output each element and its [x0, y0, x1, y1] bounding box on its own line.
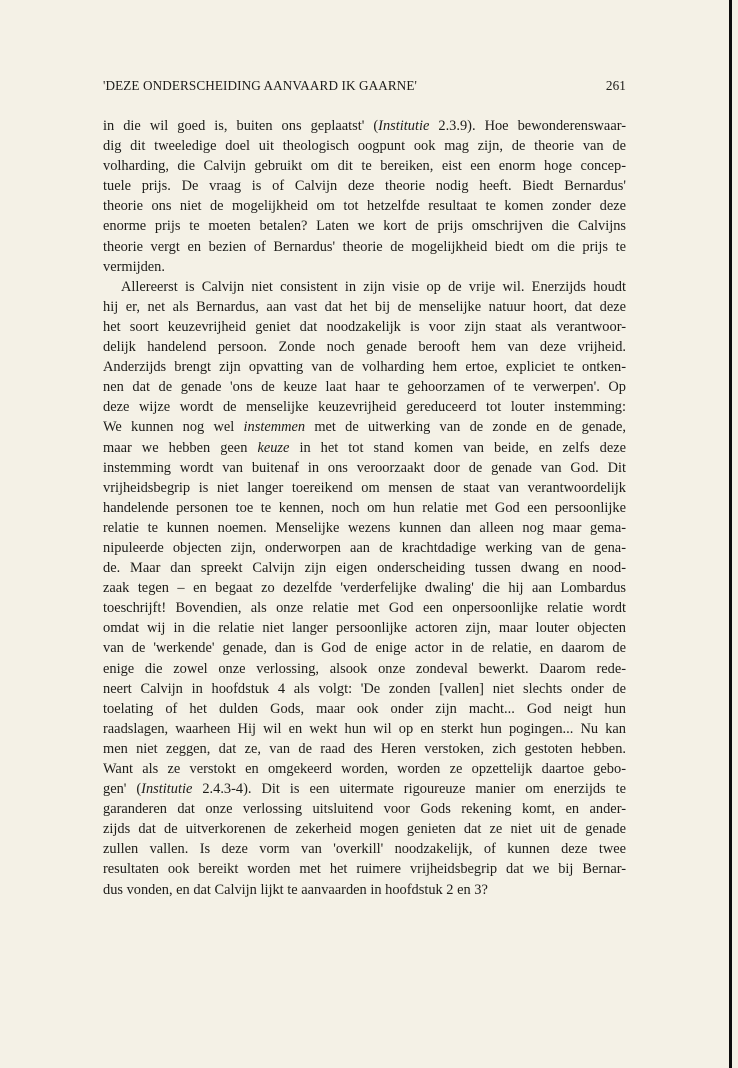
running-title: 'DEZE ONDERSCHEIDING AANVAARD IK GAARNE' [103, 78, 418, 93]
running-head [103, 78, 626, 98]
text-line [103, 759, 626, 779]
text-run: 2.4.3-4). Dit is een uitermate rigoureuze manier om enerzijds te [192, 781, 627, 798]
text-run: volharding, die Calvijn gebruikt om dit te bereiken, eist een enorm hoge concep- [103, 158, 626, 175]
text-line [103, 578, 626, 598]
text-line [103, 257, 626, 277]
text-run: de. Maar dan spreekt Calvijn zijn eigen onderscheiding tussen dwang en nood- [103, 560, 626, 577]
text-line [103, 136, 626, 156]
body-text [103, 116, 626, 900]
text-run: tuele prijs. De vraag is of Calvijn deze theorie nodig heeft. Biedt Bernardus' [103, 178, 626, 195]
text-run: Anderzijds brengt zijn opvatting van de volharding hem ertoe, expliciet te ontken- [103, 359, 626, 376]
text-line [103, 518, 626, 538]
text-line [103, 417, 626, 437]
text-line [103, 337, 626, 357]
text-run: omdat wij in die relatie niet langer persoonlijke actoren zijn, maar louter objecten [103, 620, 626, 637]
paragraph [103, 116, 626, 277]
text-run: maar we hebben geen [103, 439, 258, 456]
italic-text: Institutie [141, 781, 193, 798]
text-run: toelating of het dulden Gods, maar ook onder zijn macht... God neigt hun [103, 700, 626, 717]
text-run: Want als ze verstokt en omgekeerd worden, worden ze opzettelijk daartoe gebo- [103, 761, 626, 777]
text-run: enige die zowel onze verlossing, alsook onze zondeval bewerkt. Daarom rede- [103, 660, 626, 677]
text-run: zijds dat de uitverkorenen de zekerheid mogen genieten dat ze niet uit de genade [103, 821, 626, 838]
text-line [103, 196, 626, 216]
text-run: deze wijze wordt de menselijke keuzevrijheid gereduceerd tot louter instemming: [103, 399, 626, 416]
italic-text: Institutie [378, 118, 430, 134]
text-line [103, 397, 626, 417]
text-line [103, 880, 626, 900]
text-run: 2.3.9). Hoe bewonderenswaar- [429, 118, 627, 134]
paragraph [103, 277, 626, 900]
italic-text: instemmen [243, 419, 306, 436]
text-line [103, 839, 626, 859]
text-run: neert Calvijn in hoofdstuk 4 als volgt: 'De zonden [vallen] niet slechts onder de [103, 680, 626, 697]
text-line [103, 859, 626, 879]
text-run: nipuleerde objecten zijn, onderworpen aan de krachtdadige werking van de gena- [103, 539, 626, 556]
text-run: Allereerst is Calvijn niet consistent in zijn visie op de vrije wil. Enerzijds houdt [121, 278, 626, 295]
text-line [103, 458, 626, 478]
text-line [103, 357, 626, 377]
text-run: We kunnen nog wel [103, 419, 244, 436]
text-run: hij er, net als Bernardus, aan vast dat het bij de menselijke natuur hoort, dat deze [103, 298, 626, 315]
text-line [103, 277, 626, 297]
text-line [103, 176, 626, 196]
text-line [103, 237, 626, 257]
text-run: in het tot stand komen van beide, en zelfs deze [289, 439, 626, 456]
text-run: garanderen dat onze verlossing uitsluitend voor Gods rekening komt, en ander- [103, 801, 626, 818]
text-line [103, 498, 626, 518]
text-run: gen' ( [103, 781, 142, 798]
text-line [103, 478, 626, 498]
text-line [103, 116, 626, 136]
text-run: toeschrijft! Bovendien, als onze relatie met God een onpersoonlijke relatie wordt [103, 600, 626, 617]
text-run: nen dat de genade 'ons de keuze laat haar te gehoorzamen of te verwerpen'. Op [103, 379, 626, 396]
text-line [103, 538, 626, 558]
text-line [103, 377, 626, 397]
page-number: 261 [605, 78, 626, 93]
text-run: in die wil goed is, buiten ons geplaatst' ( [103, 118, 379, 134]
text-line [103, 699, 626, 719]
text-run: delijk handelend persoon. Zonde noch genade berooft hem van deze vrijheid. [103, 339, 626, 356]
text-line [103, 719, 626, 739]
text-run: van de 'werkende' genade, dan is God de enige actor in de relatie, en daarom de [103, 640, 626, 657]
text-line [103, 558, 626, 578]
text-run: theorie ons niet de mogelijkheid om tot hetzelfde resultaat te komen zonder deze [103, 198, 626, 215]
text-line [103, 317, 626, 337]
text-line [103, 216, 626, 236]
text-line [103, 438, 626, 458]
text-line [103, 799, 626, 819]
text-run: het soort keuzevrijheid geniet dat noodzakelijk is voor zijn staat als verantwoor- [103, 318, 626, 335]
text-run: theorie vergt en bezien of Bernardus' theorie de mogelijkheid biedt om die prijs te [103, 238, 626, 255]
text-line [103, 618, 626, 638]
text-run: enorme prijs te moeten betalen? Laten we kort de prijs omschrijven die Calvijns [103, 218, 626, 235]
text-run: dus vonden, en dat Calvijn lijkt te aanvaarden in hoofdstuk 2 en 3? [103, 881, 488, 898]
text-line [103, 739, 626, 759]
text-line [103, 598, 626, 618]
italic-text: keuze [257, 439, 290, 456]
text-line [103, 156, 626, 176]
text-run: raadslagen, waarheen Hij wil en wekt hun wil op en sterkt hun pogingen... Nu kan [103, 720, 626, 737]
text-run: instemming wordt van buitenaf in ons veroorzaakt door de genade van God. Dit [103, 459, 626, 476]
page-edge-shadow [729, 0, 732, 1068]
text-line [103, 819, 626, 839]
text-line [103, 638, 626, 658]
text-run: zullen vallen. Is deze vorm van 'overkill' noodzakelijk, of kunnen deze twee [103, 841, 626, 858]
text-run: dig dit tweeledige doel uit theologisch oogpunt ook mag zijn, de theorie van de [103, 138, 626, 155]
text-line [103, 659, 626, 679]
text-run: resultaten ook bereikt worden met het ruimere vrijheidsbegrip dat we bij Bernar- [103, 861, 626, 878]
text-run: zaak tegen – en begaat zo dezelfde 'verderfelijke dwaling' die hij aan Lombardus [103, 580, 626, 597]
text-line [103, 679, 626, 699]
text-line [103, 779, 626, 799]
text-run: men niet zeggen, dat ze, van de raad des Heren verstoken, zich gestoten hebben. [103, 740, 626, 757]
text-line [103, 297, 626, 317]
text-run: met de uitwerking van de zonde en de genade, [305, 419, 627, 436]
text-run: vermijden. [103, 258, 165, 275]
text-run: vrijheidsbegrip is niet langer toereikend om mensen de staat van verantwoordelijk [103, 479, 626, 496]
text-run: relatie te kunnen noemen. Menselijke wezens kunnen dan alleen nog maar gema- [103, 519, 626, 536]
text-run: handelende personen toe te kennen, noch om hun relatie met God een persoonlijke [103, 499, 626, 516]
